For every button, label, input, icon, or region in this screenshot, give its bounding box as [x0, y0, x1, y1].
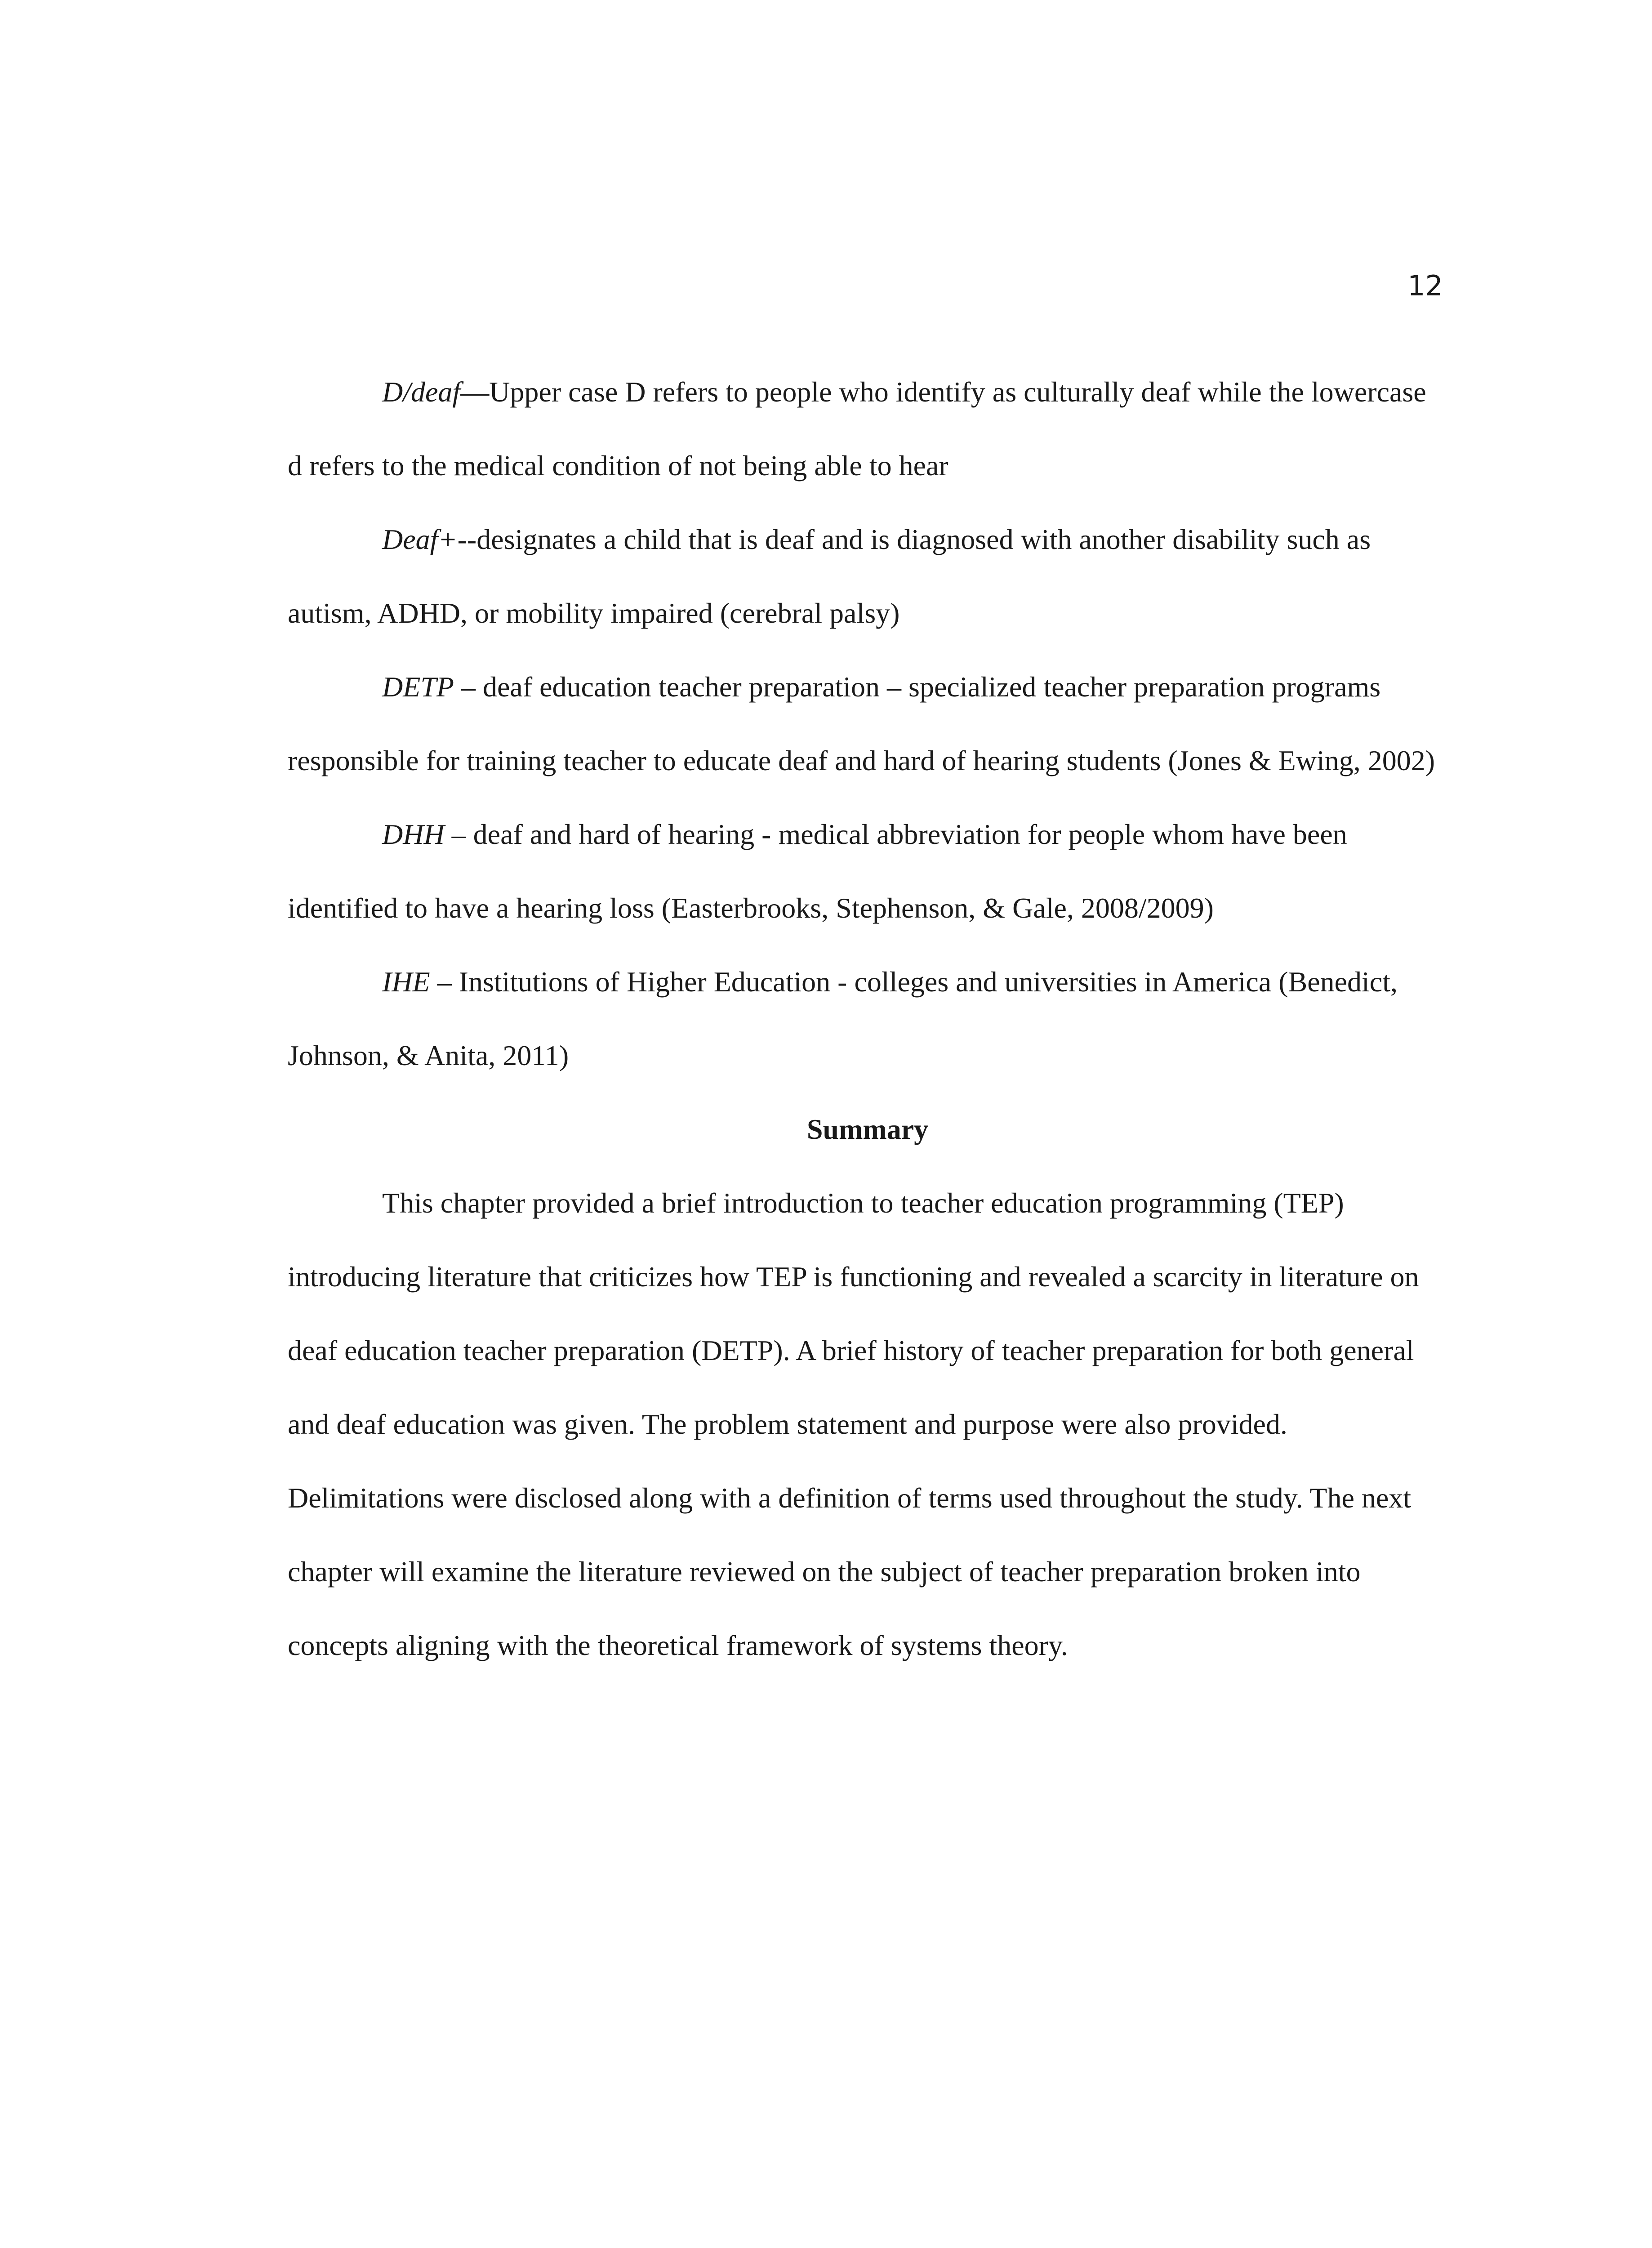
definition-term: D/deaf — [382, 376, 461, 408]
definition-dhh — [288, 798, 1447, 945]
summary-paragraph: This chapter provided a brief introduction to teacher education programming (TEP) introducing literature that criticizes how TEP is functioning and revealed a scarcity in literature on deaf education teacher preparation (DETP). A brief history of teacher preparation for both general and deaf education was given. The problem statement and purpose were also provided. Delimitations were disclosed along with a definition of terms used throughout the study. The next chapter will examine the literature reviewed on the subject of teacher preparation broken into concepts aligning with the theoretical framework of systems theory. — [288, 1187, 1419, 1661]
definition-text: – deaf and hard of hearing - medical abbreviation for people whom have been identified to have a hearing loss (Easterbrooks, Stephenson, & Gale, 2008/2009) — [288, 818, 1347, 924]
definition-term: DHH — [382, 818, 445, 850]
document-body — [288, 355, 1447, 1682]
definition-term: Deaf+ — [382, 523, 458, 555]
definition-term: IHE — [382, 966, 430, 998]
definition-detp — [288, 650, 1447, 798]
definition-d-deaf — [288, 355, 1447, 503]
definition-text: —Upper case D refers to people who identify as culturally deaf while the lowercase d refers to the medical condition of not being able to hear — [288, 376, 1426, 482]
page-number: 12 — [1407, 269, 1443, 302]
definition-ihe — [288, 945, 1447, 1093]
summary-heading: Summary — [806, 1113, 929, 1145]
definition-text: – Institutions of Higher Education - colleges and universities in America (Benedict, Johnson, & Anita, 2011) — [288, 966, 1398, 1071]
definition-text: --designates a child that is deaf and is diagnosed with another disability such as autism, ADHD, or mobility impaired (cerebral palsy) — [288, 523, 1371, 629]
definition-deaf-plus — [288, 503, 1447, 650]
definition-text: – deaf education teacher preparation – specialized teacher preparation programs responsible for training teacher to educate deaf and hard of hearing students (Jones & Ewing, 2002) — [288, 671, 1435, 776]
definition-term: DETP — [382, 671, 454, 703]
